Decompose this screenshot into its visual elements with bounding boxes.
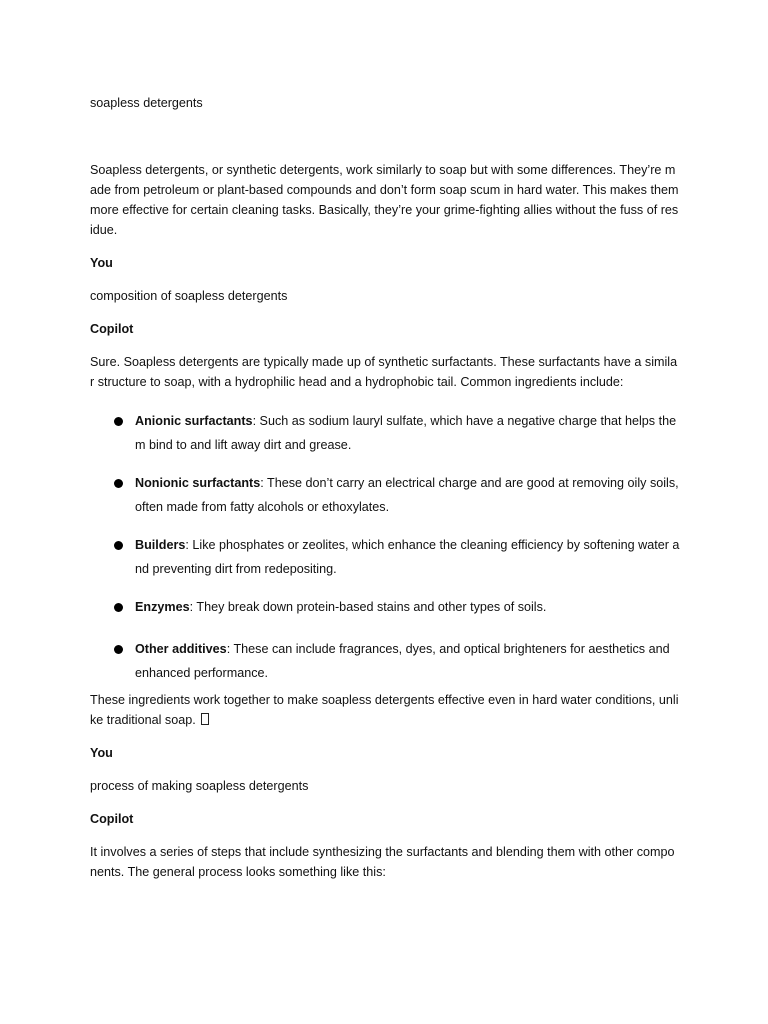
list-item — [90, 471, 680, 519]
list-item — [90, 637, 680, 685]
document-title: soapless detergents — [90, 96, 203, 110]
copilot-response: Sure. Soapless detergents are typically made up of synthetic surfactants. These surfactants have a similar structure to soap, with a hydrophilic head and a hydrophobic tail. Common ingredients include: — [90, 355, 678, 389]
list-item-text: : Like phosphates or zeolites, which enhance the cleaning efficiency by softening water and preventing dirt from redepositing. — [135, 538, 680, 576]
list-item-text: : These don’t carry an electrical charge and are good at removing oily soils, often made from fatty alcohols or ethoxylates. — [135, 476, 679, 514]
bullet-icon — [114, 479, 123, 488]
user-prompt: process of making soapless detergents — [90, 779, 309, 793]
list-item — [90, 533, 680, 581]
list-item — [90, 409, 680, 457]
list-item-term: Anionic surfactants — [135, 414, 253, 428]
ingredient-list — [90, 409, 680, 685]
list-item-term: Nonionic surfactants — [135, 476, 261, 490]
intro-paragraph: Soapless detergents, or synthetic detergents, work similarly to soap but with some differences. They’re made from petroleum or plant-based compounds and don’t form soap scum in hard water. This makes them more effective for certain cleaning tasks. Basically, they’re your grime-fighting allies without the fuss of residue. — [90, 163, 679, 237]
speaker-label-user: You — [90, 256, 113, 270]
bullet-icon — [114, 541, 123, 550]
bullet-icon — [114, 603, 123, 612]
list-item-text: : Such as sodium lauryl sulfate, which have a negative charge that helps them bind to and lift away dirt and grease. — [135, 414, 677, 452]
speaker-label-user: You — [90, 746, 113, 760]
speaker-label-copilot: Copilot — [90, 812, 134, 826]
bullet-icon — [114, 645, 123, 654]
user-prompt: composition of soapless detergents — [90, 289, 288, 303]
list-item-term: Enzymes — [135, 600, 190, 614]
list-item-text: : They break down protein-based stains and other types of soils. — [189, 600, 547, 614]
speaker-label-copilot: Copilot — [90, 322, 134, 336]
closing-text: These ingredients work together to make soapless detergents effective even in hard water conditions, unlike traditional soap. — [90, 693, 679, 727]
list-item-term: Other additives — [135, 642, 227, 656]
list-item — [90, 595, 680, 619]
missing-glyph-icon — [201, 713, 209, 725]
document-body — [90, 93, 680, 882]
list-item-text: : These can include fragrances, dyes, and optical brighteners for aesthetics and enhanced performance. — [135, 642, 670, 680]
list-item-term: Builders — [135, 538, 186, 552]
copilot-response: It involves a series of steps that include synthesizing the surfactants and blending them with other components. The general process looks something like this: — [90, 845, 675, 879]
bullet-icon — [114, 417, 123, 426]
closing-paragraph — [90, 690, 680, 730]
